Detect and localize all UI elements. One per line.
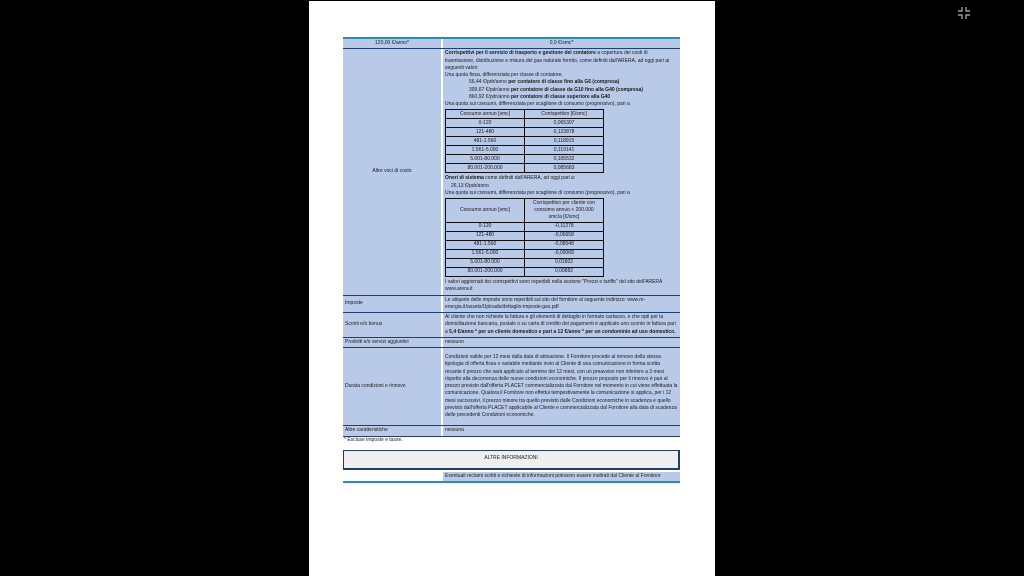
arera-note: I valori aggiornati dei corrispettivi sono reperibili nella sezione "Prezzi e tariffe" del sito dell'ARERA www.arera.it — [445, 279, 663, 293]
reclami-row — [343, 472, 680, 483]
table-row: 5.001-80.000 0,01802 — [446, 259, 604, 268]
table-header-row: Consumo annuo [smc] Corrispettivo per cliente con consumo annuo < 200.000 smc/a [€/smc] — [446, 199, 604, 223]
meter-class-line: 56,44 €/pdr/anno per contatore di classe fino alla G6 (compresa) — [469, 79, 620, 86]
table-row: 1.561-5.000 -0,09068 — [446, 250, 604, 259]
table-row: 1.561-5.000 0,119141 — [446, 146, 604, 155]
exit-fullscreen-icon[interactable] — [956, 5, 972, 21]
table-row: 481-1.560 -0,08548 — [446, 241, 604, 250]
table-row: 0-120 -0,11278 — [446, 223, 604, 232]
altre-caratteristiche-value: nessuna — [443, 426, 680, 435]
oneri-value: 26,13 €/pdr/anno — [451, 182, 489, 189]
durata-label: Durata condizioni e rinnovo — [343, 348, 441, 425]
footnote: * Escluse imposte e tasse. — [344, 436, 403, 443]
offer-table — [343, 37, 680, 483]
altre-voci-value — [443, 49, 680, 294]
transport-rates-table — [445, 109, 604, 173]
table-row: 80.001-200.000 0,085683 — [446, 164, 604, 173]
price-row — [343, 37, 680, 49]
table-row: 121-480 0,123878 — [446, 128, 604, 137]
meter-class-line: 399,67 €/pdr/anno per contatore di classe da G10 fino alla G40 (compresa) — [469, 86, 643, 93]
prodotti-value: nessuno — [443, 338, 680, 347]
imposte-label: Imposte — [343, 296, 441, 313]
durata-row — [343, 348, 680, 426]
fixed-price-cell: 120,00 €/anno* — [343, 39, 441, 48]
table-row: 481-1.560 0,118915 — [446, 137, 604, 146]
transport-title: Corrispettivi per il servizio di trasporto e gestione del contatore — [445, 50, 596, 57]
altre-voci-row — [343, 49, 680, 295]
table-row: 0-120 0,065307 — [446, 119, 604, 128]
transport-desc: a copertura dei costi di trasmissione, distribuzione e misura del gas naturale fornito, come definiti dall'ARERA, ad oggi pari ai seguenti valori: — [445, 50, 670, 71]
variable-price-cell: 0,9 €/smc* — [443, 39, 680, 48]
table-row: 5.001-80.000 0,105532 — [446, 155, 604, 164]
quota-consumi-2: Una quota sui consumi, differenziata per scaglione di consumo (progressivo), pari a — [445, 189, 630, 196]
quota-consumi: Una quota sui consumi, differenziata per scaglione di consumo (progressivo), pari a — [445, 101, 630, 107]
sconti-value: Al cliente che non richiede la fattura e gli elementi di dettaglio in formato cartaceo, e che opti per la domiciliazione bancaria, postale o su carta di credito dei pagamenti è applicato uno sconto in fattura pari a 5,4 €/anno * per un cliente domestico e pari a 12 €/anno * per un condominio ad uso domestico. — [443, 313, 680, 337]
prodotti-label: Prodotti e/o servizi aggiuntivi — [343, 338, 441, 347]
imposte-value: Le aliquote delle imposte sono reperibili sul sito del fornitore al seguente indirizzo: www.m-energia.it/assets/Uploads/dettaglio-imposte-gas.pdf — [443, 296, 680, 313]
sconti-label: Sconti e/o bonus — [343, 313, 441, 337]
oneri-title: Oneri di sistema — [445, 175, 484, 182]
altre-informazioni-box: ALTRE INFORMAZIONI — [343, 450, 680, 470]
table-header-row: Consumo annuo [smc] Corrispettivo [€/smc] — [446, 110, 604, 119]
system-charges-table — [445, 198, 604, 277]
altre-voci-label: Altre voci di costo — [343, 49, 441, 294]
document-page — [309, 1, 715, 576]
quota-fissa: Una quota fissa, differenziata per classe di contatore, — [445, 72, 563, 78]
table-row: 80.001-200.000 0,00882 — [446, 268, 604, 277]
table-row: 121-480 -0,06658 — [446, 232, 604, 241]
altre-caratteristiche-row — [343, 426, 680, 436]
meter-class-line: 860,92 €/pdr/anno per contatore di classe superiore alla G40 — [469, 93, 611, 100]
reclami-value: Eventuali reclami scritti e richieste di informazioni potranno essere inoltrati dal Cliente al Fornitore — [443, 472, 680, 481]
prodotti-row — [343, 338, 680, 348]
imposte-row — [343, 296, 680, 314]
sconti-row — [343, 313, 680, 338]
oneri-desc: come definiti dall'ARERA, ad oggi pari a: — [483, 175, 576, 182]
altre-caratteristiche-label: Altre caratteristiche — [343, 426, 441, 435]
durata-value: Condizioni valide per 12 mesi dalla data di attivazione. Il Fornitore procede al rinnovo della stessa tipologia di offerta fissa o variabile mediante invio al Cliente di una comunicazione in forma scritta recante il prezzo che sarà applicato al termine dei 12 mesi, con un preavviso non inferiore a 3 mesi rispetto alla decorrenza delle nuove condizioni economiche. Il prezzo proposto per il rinnovo è pari al prezzo previsto dall'offerta PLACET commercializzata dal Fornitore nel momento in cui viene effettuata la comunicazione. Qualora il Fornitore non effettui tempestivamente la comunicazione si applica, per i 12 mesi successivi, il prezzo minore tra quello previsto dalle Condizioni economiche in scadenza e quello previsto dall'offerta PLACET applicabile al Cliente e commercializzata dal Fornitore alla data di scadenza delle precedenti Condizioni economiche. — [443, 348, 680, 425]
